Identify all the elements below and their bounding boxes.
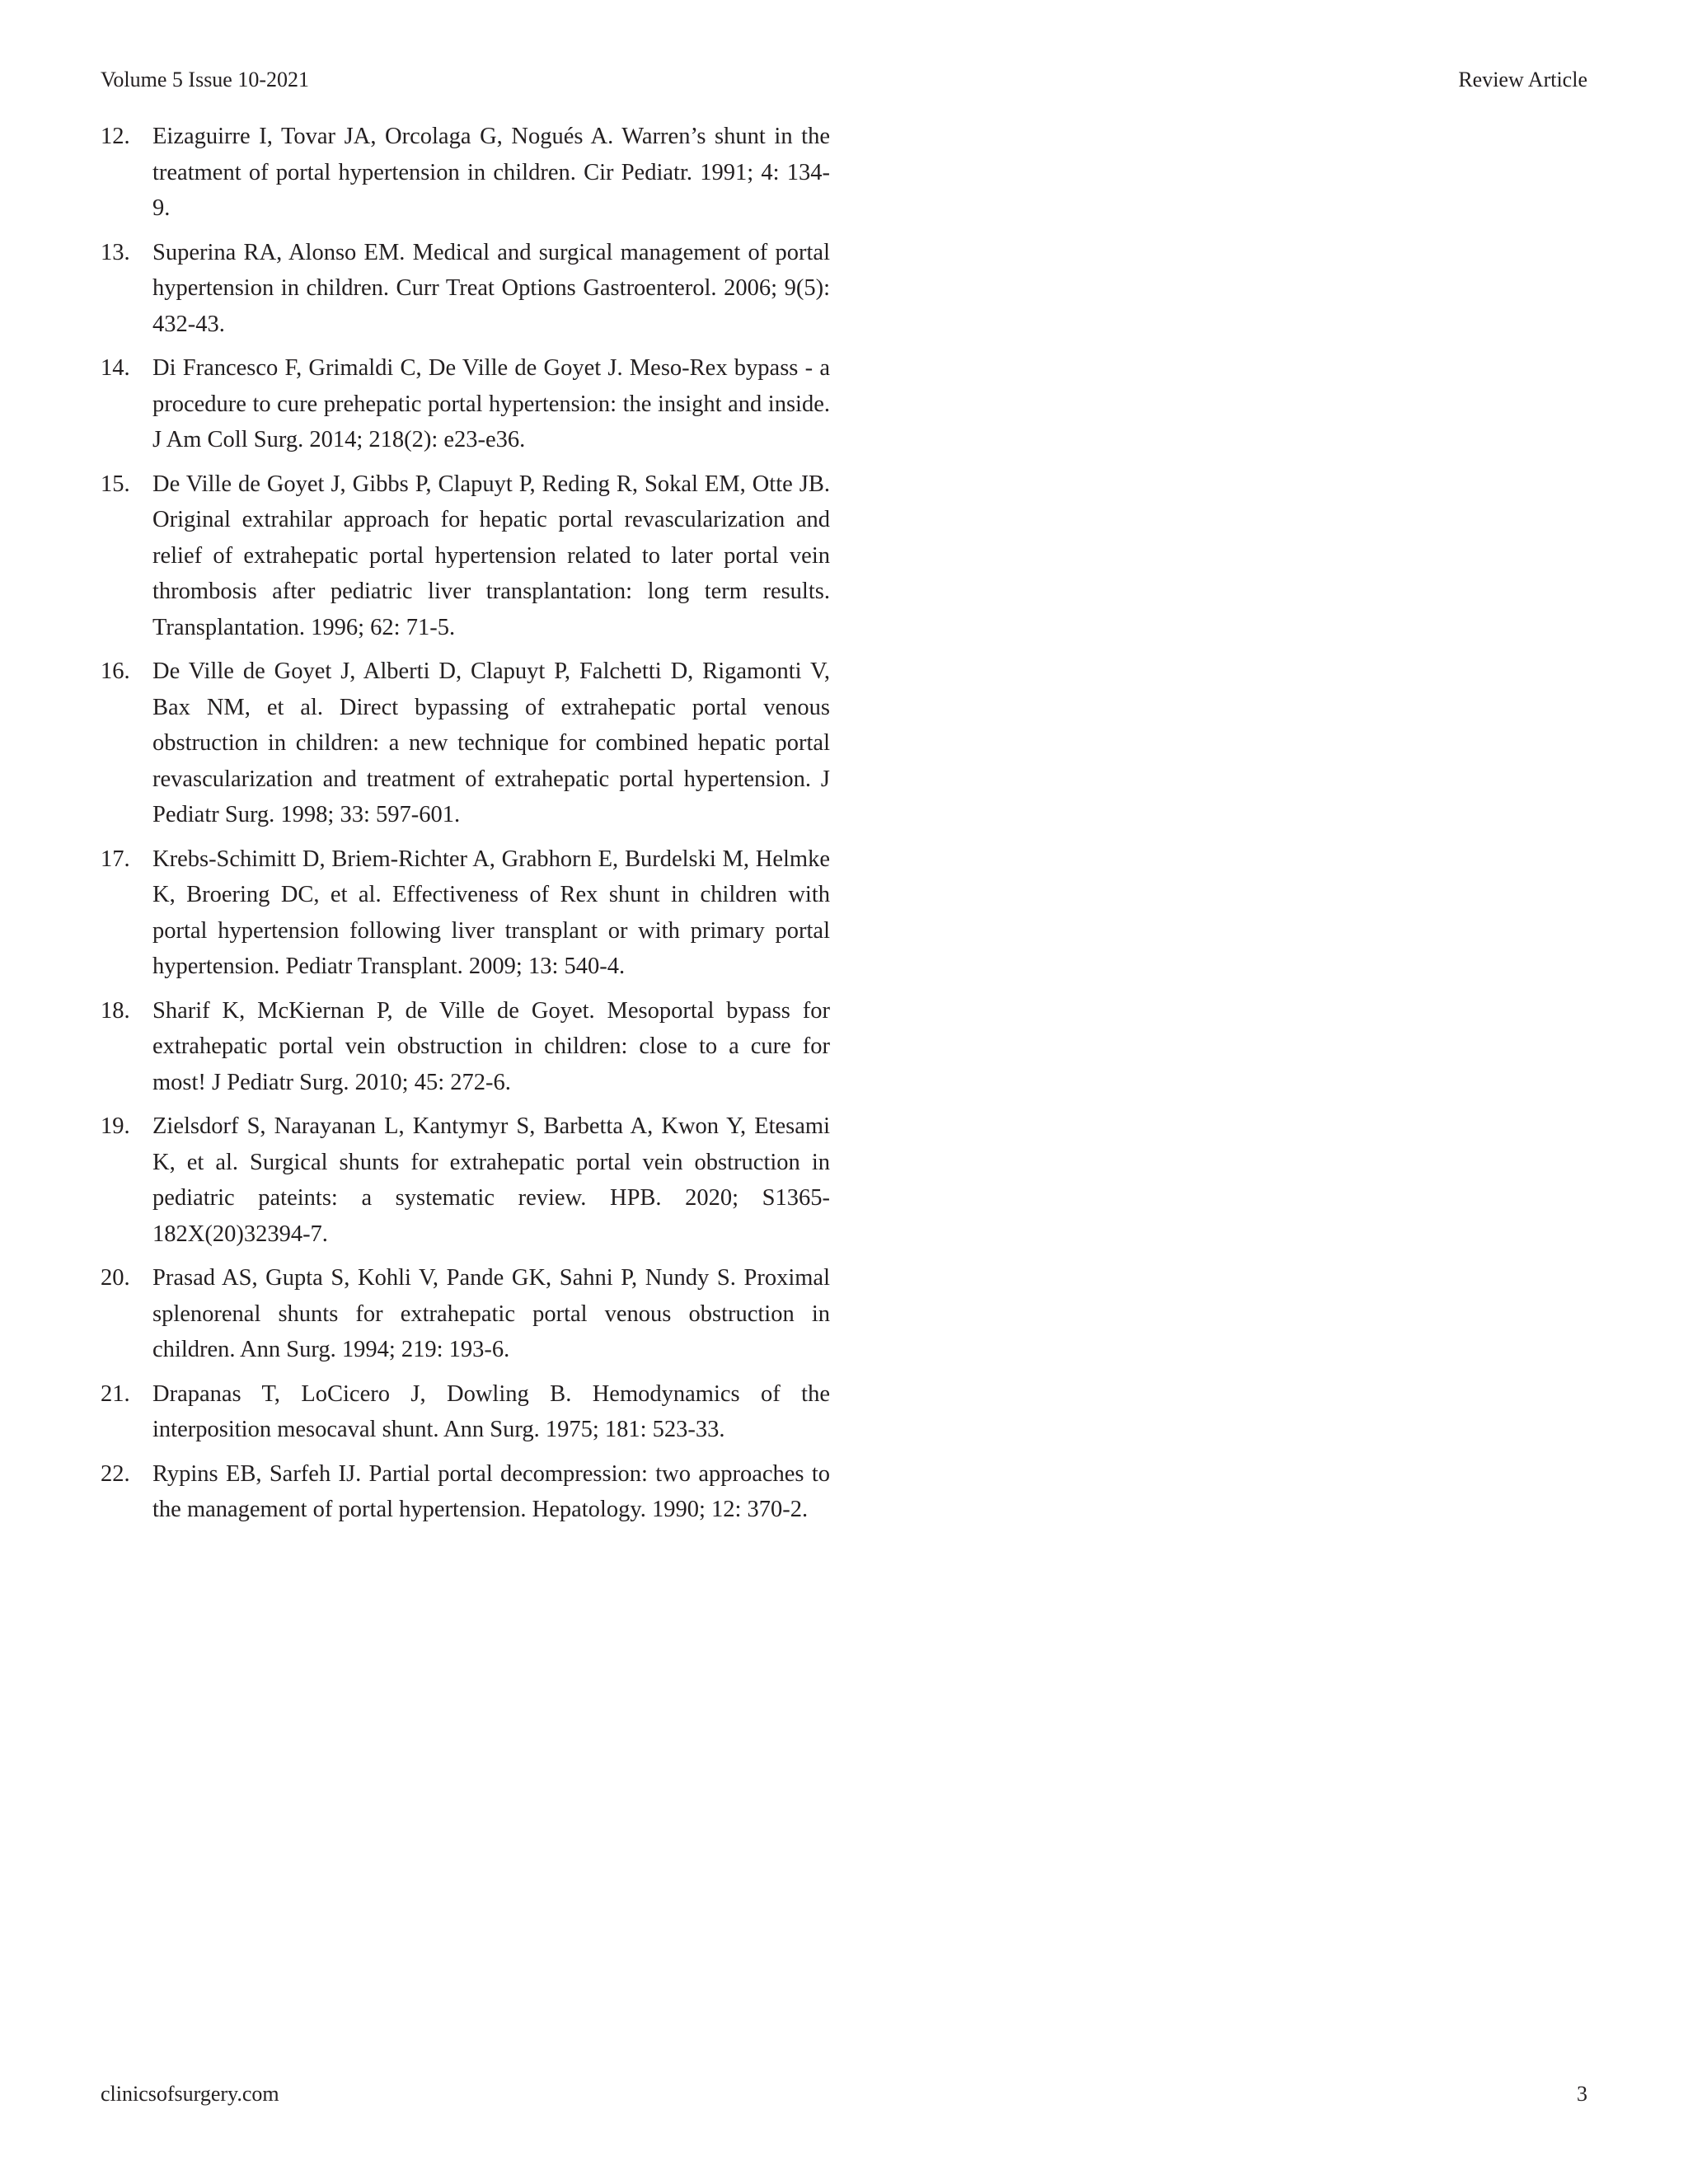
reference-list	[101, 119, 830, 1536]
journal-issue: Volume 5 Issue 10-2021	[101, 68, 310, 91]
reference-item-21	[101, 1376, 830, 1448]
article-type: Review Article	[1458, 68, 1587, 91]
reference-item-17	[101, 841, 830, 985]
reference-text: De Ville de Goyet J, Alberti D, Clapuyt P, Falchetti D, Rigamonti V, Bax NM, et al. Direct bypassing of extrahepatic portal venous obstruction in children: a new technique for combined hepatic portal revascularization and treatment of extrahepatic portal hypertension. J Pediatr Surg. 1998; 33: 597-601.	[152, 658, 830, 827]
reference-text: Drapanas T, LoCicero J, Dowling B. Hemodynamics of the interposition mesocaval shunt. Ann Surg. 1975; 181: 523-33.	[152, 1380, 830, 1442]
reference-text: Superina RA, Alonso EM. Medical and surgical management of portal hypertension in children. Curr Treat Options Gastroenterol. 2006; 9(5): 432-43.	[152, 239, 830, 337]
reference-text: Eizaguirre I, Tovar JA, Orcolaga G, Nogués A. Warren’s shunt in the treatment of portal hypertension in children. Cir Pediatr. 1991; 4: 134-9.	[152, 124, 830, 221]
reference-item-15	[101, 466, 830, 646]
reference-number: 16.	[101, 658, 130, 684]
reference-number: 17.	[101, 846, 130, 872]
reference-number: 21.	[101, 1380, 130, 1407]
page-number: 3	[1577, 2082, 1587, 2106]
reference-text: Prasad AS, Gupta S, Kohli V, Pande GK, Sahni P, Nundy S. Proximal splenorenal shunts for extrahepatic portal venous obstruction in children. Ann Surg. 1994; 219: 193-6.	[152, 1265, 830, 1362]
reference-text: Di Francesco F, Grimaldi C, De Ville de Goyet J. Meso-Rex bypass - a procedure to cure prehepatic portal hypertension: the insight and inside. J Am Coll Surg. 2014; 218(2): e23-e36.	[152, 355, 830, 452]
reference-item-22	[101, 1456, 830, 1528]
reference-item-13	[101, 235, 830, 343]
reference-item-16	[101, 654, 830, 833]
reference-item-18	[101, 993, 830, 1101]
reference-number: 20.	[101, 1265, 130, 1291]
reference-text: Rypins EB, Sarfeh IJ. Partial portal decompression: two approaches to the management of portal hypertension. Hepatology. 1990; 12: 370-2.	[152, 1460, 830, 1522]
reference-text: Zielsdorf S, Narayanan L, Kantymyr S, Barbetta A, Kwon Y, Etesami K, et al. Surgical shunts for extrahepatic portal vein obstruction in pediatric pateints: a systematic review. HPB. 2020; S1365-182X(20)32394-7.	[152, 1113, 830, 1247]
reference-number: 19.	[101, 1113, 130, 1139]
reference-text: Sharif K, McKiernan P, de Ville de Goyet. Mesoportal bypass for extrahepatic portal vein obstruction in children: close to a cure for most! J Pediatr Surg. 2010; 45: 272-6.	[152, 997, 830, 1095]
reference-number: 13.	[101, 239, 130, 265]
reference-number: 18.	[101, 997, 130, 1024]
reference-item-20	[101, 1260, 830, 1368]
reference-item-12	[101, 119, 830, 227]
website-link[interactable]: clinicsofsurgery.com	[101, 2082, 279, 2106]
reference-number: 15.	[101, 471, 130, 497]
reference-text: Krebs-Schimitt D, Briem-Richter A, Grabhorn E, Burdelski M, Helmke K, Broering DC, et al. Effectiveness of Rex shunt in children with portal hypertension following liver transplant or with primary portal hypertension. Pediatr Transplant. 2009; 13: 540-4.	[152, 846, 830, 979]
reference-text: De Ville de Goyet J, Gibbs P, Clapuyt P, Reding R, Sokal EM, Otte JB. Original extrahilar approach for hepatic portal revascularization and relief of extrahepatic portal hypertension related to later portal vein thrombosis after pediatric liver transplantation: long term results. Transplantation. 1996; 62: 71-5.	[152, 471, 830, 640]
reference-number: 12.	[101, 124, 130, 149]
reference-item-19	[101, 1108, 830, 1252]
reference-number: 22.	[101, 1460, 130, 1487]
reference-number: 14.	[101, 355, 130, 381]
reference-item-14	[101, 350, 830, 458]
